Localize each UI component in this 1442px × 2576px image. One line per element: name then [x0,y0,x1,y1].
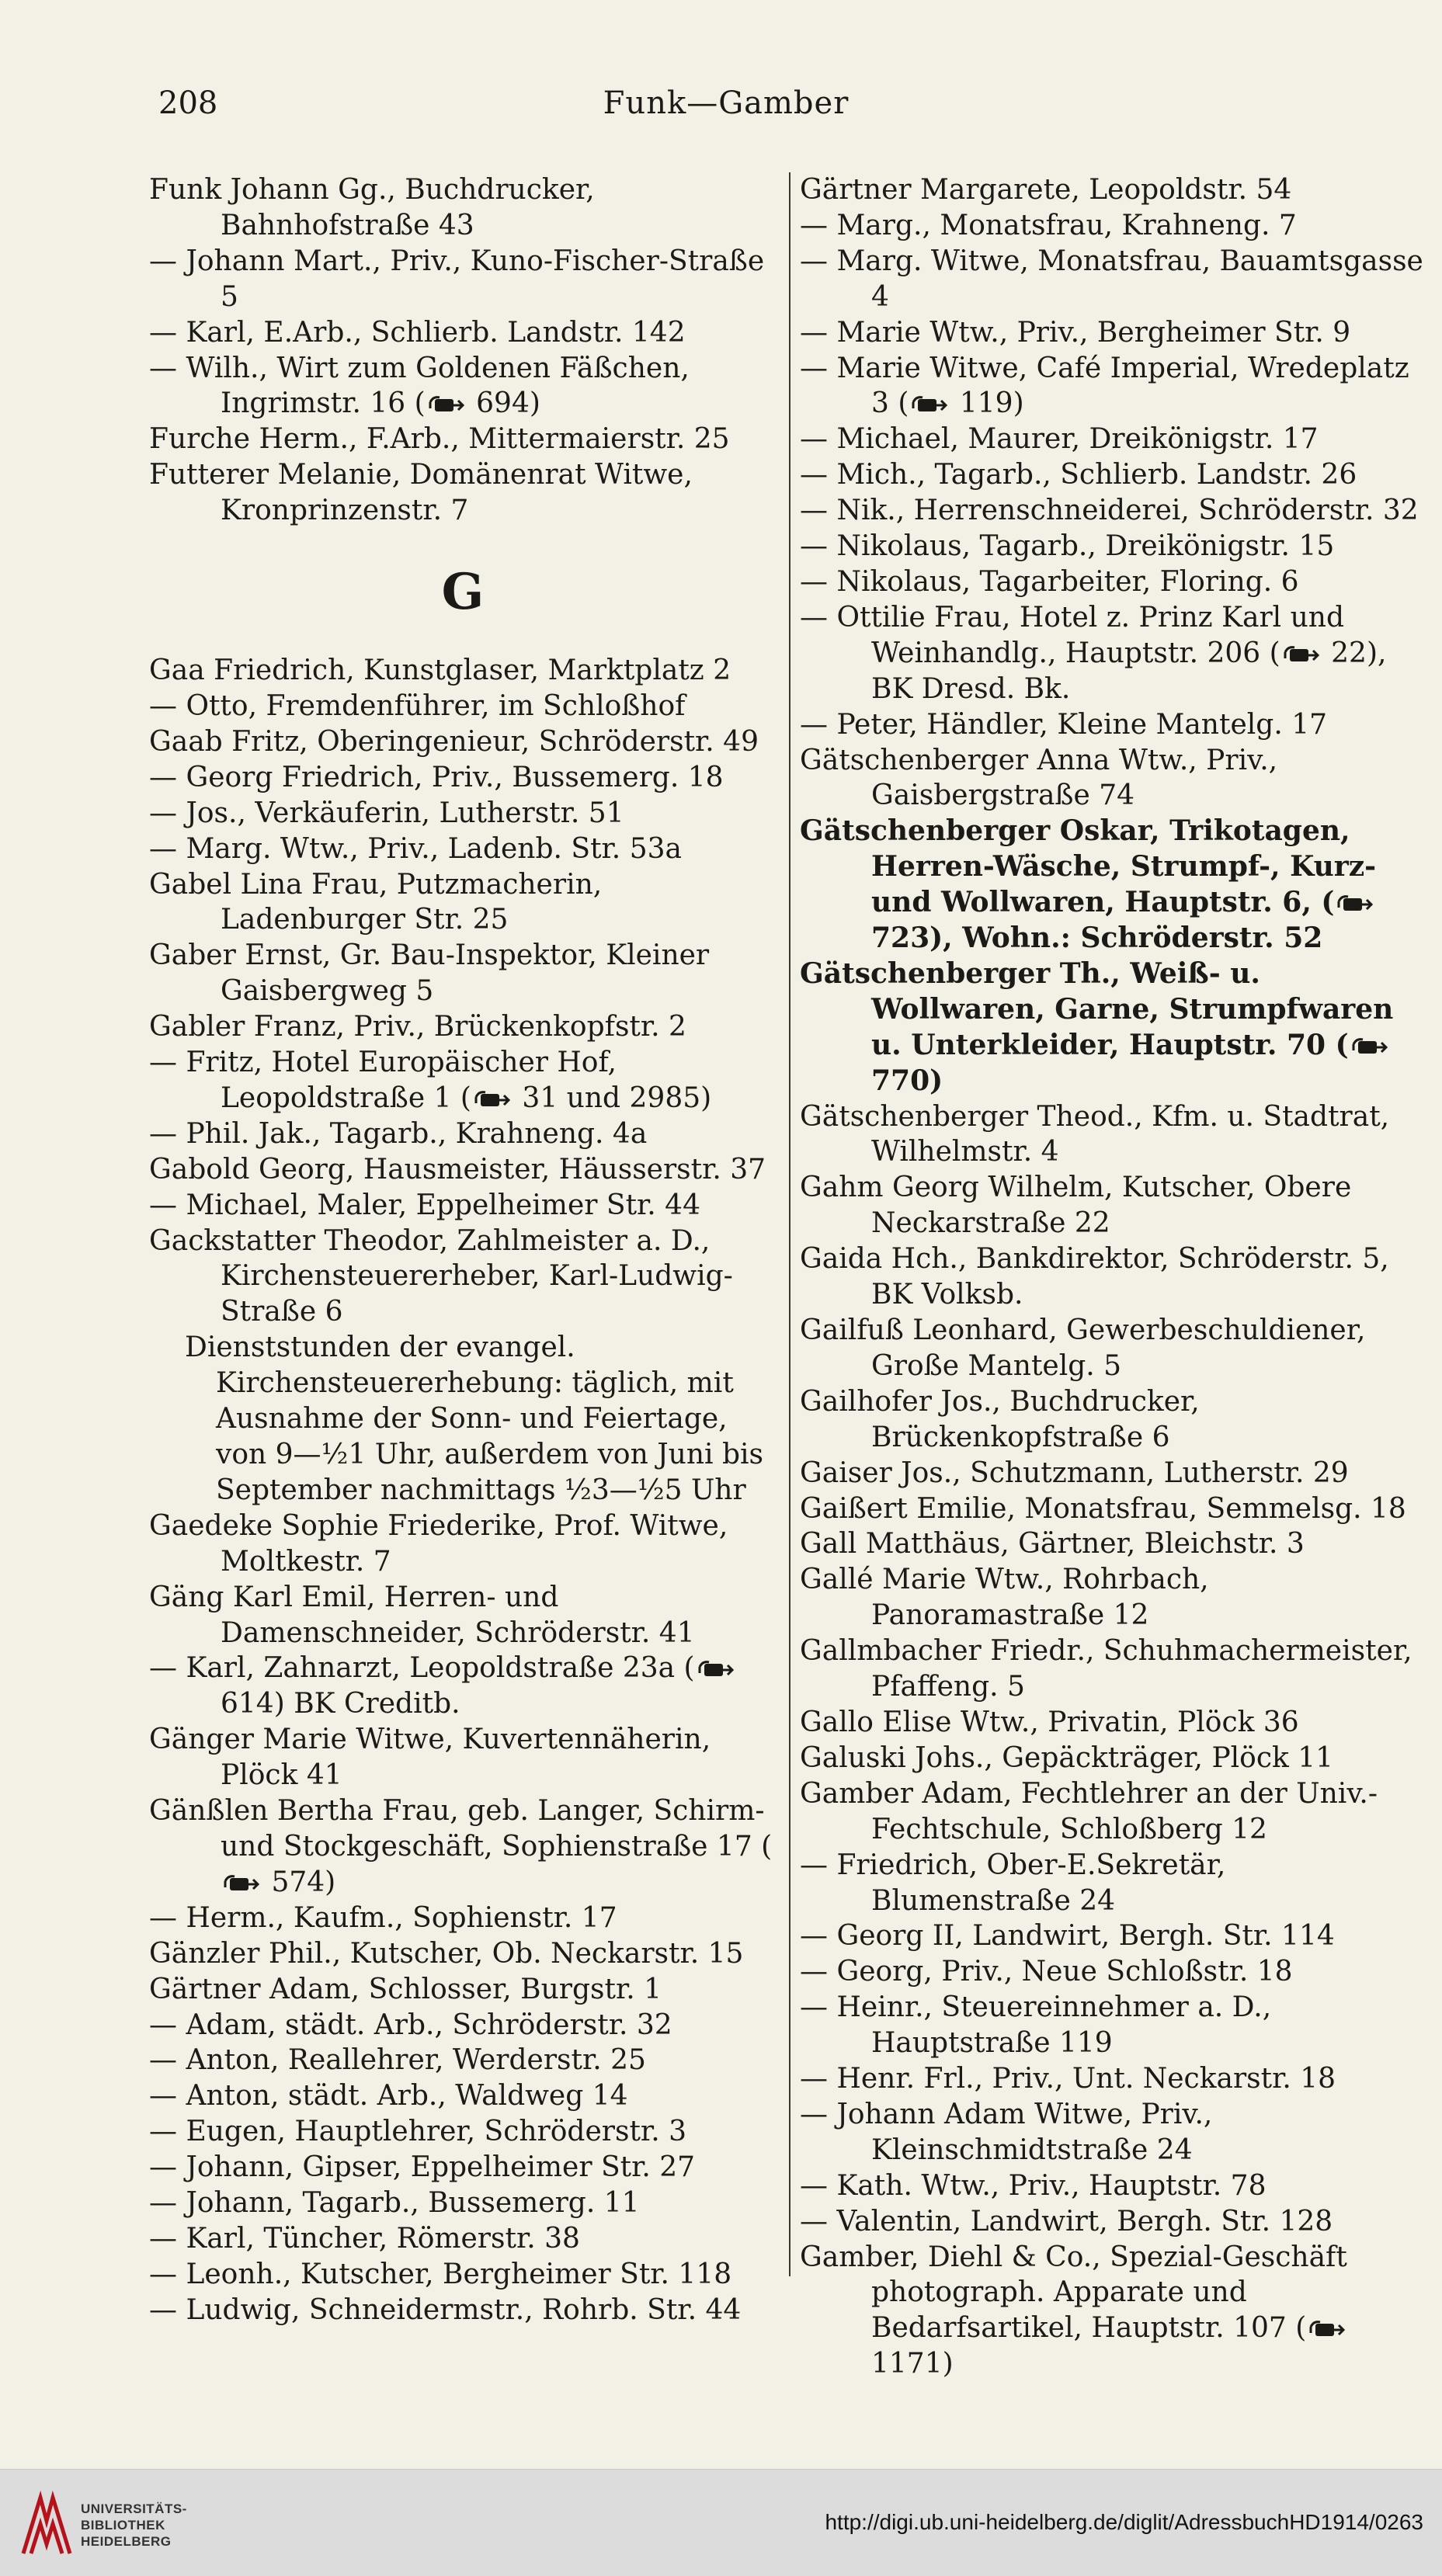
left-column-entries-top [149,172,777,529]
telephone-icon [1284,644,1319,665]
right-column-entries [800,172,1426,2382]
directory-entry: Gabold Georg, Hausmeister, Häusserstr. 37 [149,1153,766,1186]
directory-entry: Gäng Karl Emil, Herren- und Damenschneider, Schröderstr. 41 [149,1581,695,1649]
entry-phone-number: 119) [950,387,1024,420]
directory-entry: Gaab Fritz, Oberingenieur, Schröderstr. 49 [149,725,759,758]
directory-entry: — Georg, Priv., Neue Schloßstr. 18 [800,1956,1293,1988]
directory-entry: Gärtner Adam, Schlosser, Burgstr. 1 [149,1973,662,2005]
directory-entry: Gahm Georg Wilhelm, Kutscher, Obere Neckarstraße 22 [800,1172,1352,1240]
directory-entry: — Johann Adam Witwe, Priv., Kleinschmidtstraße 24 [800,2098,1213,2166]
directory-entry: Futterer Melanie, Domänenrat Witwe, Kronprinzenstr. 7 [149,459,693,527]
left-column-entries-bottom [149,653,777,2328]
telephone-icon [1309,2319,1345,2339]
entry-text: Gätschenberger Oskar, Trikotagen, Herren-Wäsche, Strumpf-, Kurz- und Wollwaren, Hauptstr. 6, ( [800,814,1377,919]
directory-entry [800,600,1426,707]
directory-entry: Gätschenberger Theod., Kfm. u. Stadtrat, Wilhelmstr. 4 [800,1100,1390,1168]
directory-entry: — Georg II, Landwirt, Bergh. Str. 114 [800,1920,1335,1953]
directory-entry: Gänger Marie Witwe, Kuvertennäherin, Plöck 41 [149,1724,711,1792]
directory-entry: — Nikolaus, Tagarb., Dreikönigstr. 15 [800,530,1335,563]
directory-entry: Gackstatter Theodor, Zahlmeister a. D., Kirchensteuererheber, Karl-Ludwig-Straße 6 [149,1224,733,1328]
directory-entry: Gaiser Jos., Schutzmann, Lutherstr. 29 [800,1456,1349,1489]
directory-entry: Gaida Hch., Bankdirektor, Schröderstr. 5, BK Volksb. [800,1243,1389,1311]
directory-entry [149,1045,777,1116]
telephone-icon [224,1873,259,1894]
page-number: 208 [158,85,218,121]
directory-entry: Gaedeke Sophie Friederike, Prof. Witwe, Moltkestr. 7 [149,1509,728,1578]
right-column [800,172,1426,2382]
digitization-footer [0,2469,1442,2576]
entry-text: Gamber, Diehl & Co., Spezial-Geschäft photograph. Apparate und Bedarfsartikel, Hauptstr. 107 ( [800,2241,1347,2345]
entry-text: Gätschenberger Th., Weiß- u. Wollwaren, Garne, Strumpfwaren u. Unterkleider, Hauptstr. 70 ( [800,956,1394,1061]
directory-entry: — Johann, Tagarb., Bussemerg. 11 [149,2187,640,2220]
directory-entry [149,1793,777,1901]
directory-entry: Gärtner Margarete, Leopoldstr. 54 [800,174,1292,206]
directory-entry: — Johann Mart., Priv., Kuno-Fischer-Straße 5 [149,245,765,313]
directory-entry: — Anton, städt. Arb., Waldweg 14 [149,2080,628,2113]
entry-phone-number: 1171) [871,2348,954,2380]
directory-entry: — Nik., Herrenschneiderei, Schröderstr. 32 [800,495,1419,527]
entry-phone-number: 31 und 2985) [513,1081,712,1114]
directory-entry: — Ludwig, Schneidermstr., Rohrb. Str. 44 [149,2293,742,2326]
entry-text: — Marie Witwe, Café Imperial, Wredeplatz 3 ( [800,352,1409,420]
directory-entry: — Friedrich, Ober-E.Sekretär, Blumenstraße 24 [800,1849,1226,1917]
directory-entry: Gallmbacher Friedr., Schuhmachermeister, Pfaffeng. 5 [800,1635,1412,1703]
directory-entry: Galuski Johs., Gepäckträger, Plöck 11 [800,1741,1334,1774]
entry-text: — Fritz, Hotel Europäischer Hof, Leopoldstraße 1 ( [149,1047,617,1114]
directory-entry: — Marg. Wtw., Priv., Ladenb. Str. 53a [149,832,682,865]
directory-entry: — Anton, Reallehrer, Werderstr. 25 [149,2044,646,2077]
directory-entry: Gaber Ernst, Gr. Bau-Inspektor, Kleiner Gaisbergweg 5 [149,939,710,1008]
directory-entry [800,956,1426,1099]
directory-entry: Gaißert Emilie, Monatsfrau, Semmelsg. 18 [800,1492,1406,1525]
entry-text: — Karl, Zahnarzt, Leopoldstraße 23a ( [149,1652,695,1685]
entry-phone-number: 723), Wohn.: Schröderstr. 52 [871,922,1323,955]
directory-entry: — Nikolaus, Tagarbeiter, Floring. 6 [800,565,1299,598]
telephone-icon [429,394,464,415]
entry-text: — Wilh., Wirt zum Goldenen Fäßchen, Ingrimstr. 16 ( [149,352,690,420]
directory-entry: Gallo Elise Wtw., Privatin, Plöck 36 [800,1706,1299,1738]
entry-phone-number: 770) [871,1064,943,1097]
directory-entry: Gall Matthäus, Gärtner, Bleichstr. 3 [800,1528,1305,1561]
directory-entry: Gaa Friedrich, Kunstglaser, Marktplatz 2 [149,654,731,687]
directory-entry: Gailfuß Leonhard, Gewerbeschuldiener, Große Mantelg. 5 [800,1314,1366,1382]
directory-entry [149,351,777,422]
directory-entry: Funk Johann Gg., Buchdrucker, Bahnhofstraße 43 [149,174,595,241]
directory-entry: — Marg., Monatsfrau, Krahneng. 7 [800,209,1297,241]
column-divider [789,172,790,2276]
directory-entry: — Valentin, Landwirt, Bergh. Str. 128 [800,2205,1333,2238]
section-letter: G [441,563,485,622]
entry-phone-number: 694) [467,387,540,420]
university-library-logo-icon [17,2490,76,2560]
left-column [149,172,777,2328]
directory-entry: — Marg. Witwe, Monatsfrau, Bauamtsgasse 4 [800,245,1423,313]
directory-entry [800,351,1426,422]
directory-entry: — Mich., Tagarb., Schlierb. Landstr. 26 [800,459,1357,491]
directory-entry: — Marie Wtw., Priv., Bergheimer Str. 9 [800,316,1351,349]
directory-entry [800,814,1426,956]
library-name: UNIVERSITÄTS- BIBLIOTHEK HEIDELBERG [81,2501,187,2549]
directory-entry: — Jos., Verkäuferin, Lutherstr. 51 [149,797,624,829]
directory-entry: — Johann, Gipser, Eppelheimer Str. 27 [149,2151,696,2184]
telephone-icon [474,1089,510,1109]
source-url-link[interactable]: http://digi.ub.uni-heidelberg.de/diglit/AdressbuchHD1914/0263 [825,2510,1423,2534]
directory-entry: — Michael, Maler, Eppelheimer Str. 44 [149,1189,700,1221]
telephone-icon [1337,894,1373,914]
directory-entry: Furche Herm., F.Arb., Mittermaierstr. 25 [149,423,730,456]
directory-entry: Gamber Adam, Fechtlehrer an der Univ.-Fechtschule, Schloßberg 12 [800,1777,1378,1845]
directory-entry: — Eugen, Hauptlehrer, Schröderstr. 3 [149,2116,686,2148]
directory-entry: — Leonh., Kutscher, Bergheimer Str. 118 [149,2258,732,2290]
directory-entry: — Peter, Händler, Kleine Mantelg. 17 [800,708,1328,741]
directory-note: Dienststunden der evangel. Kirchensteuererhebung: täglich, mit Ausnahme der Sonn- und Feiertage, von 9—½1 Uhr, außerdem von Juni bis September nachmittags ½3—½5 Uhr [185,1331,764,1506]
entry-phone-number: 574) [262,1866,336,1898]
directory-entry: Gänzler Phil., Kutscher, Ob. Neckarstr. 15 [149,1937,744,1970]
directory-entry: Gabler Franz, Priv., Brückenkopfstr. 2 [149,1011,686,1043]
directory-entry: — Henr. Frl., Priv., Unt. Neckarstr. 18 [800,2063,1336,2095]
directory-entry [800,2240,1426,2383]
directory-entry: — Georg Friedrich, Priv., Bussemerg. 18 [149,761,724,793]
directory-entry: — Kath. Wtw., Priv., Hauptstr. 78 [800,2169,1267,2202]
telephone-icon [912,394,947,415]
directory-entry: Gallé Marie Wtw., Rohrbach, Panoramastraße 12 [800,1564,1209,1632]
directory-entry: — Karl, E.Arb., Schlierb. Landstr. 142 [149,316,686,349]
entry-text: — Ottilie Frau, Hotel z. Prinz Karl und Weinhandlg., Hauptstr. 206 ( [800,601,1345,669]
directory-entry: — Adam, städt. Arb., Schröderstr. 32 [149,2008,672,2041]
running-title: Funk—Gamber [603,85,850,121]
directory-entry: Gabel Lina Frau, Putzmacherin, Ladenburger Str. 25 [149,868,603,936]
directory-entry: Gailhofer Jos., Buchdrucker, Brückenkopfstraße 6 [800,1385,1200,1453]
directory-entry: — Heinr., Steuereinnehmer a. D., Hauptstraße 119 [800,1991,1272,2060]
directory-entry: — Phil. Jak., Tagarb., Krahneng. 4a [149,1117,648,1150]
telephone-icon [698,1659,734,1679]
directory-entry: — Herm., Kaufm., Sophienstr. 17 [149,1901,617,1934]
directory-entry [149,1651,777,1722]
directory-entry: — Otto, Fremdenführer, im Schloßhof [149,689,686,722]
entry-phone-number: 22), BK Dresd. Bk. [871,637,1387,705]
telephone-icon [1352,1036,1388,1057]
entry-text: Gänßlen Bertha Frau, geb. Langer, Schirm- und Stockgeschäft, Sophienstraße 17 ( [149,1795,773,1863]
page-header [155,78,1297,124]
directory-entry: Gätschenberger Anna Wtw., Priv., Gaisbergstraße 74 [800,744,1278,812]
entry-phone-number: 614) BK Creditb. [221,1688,460,1720]
directory-entry: — Karl, Tüncher, Römerstr. 38 [149,2222,580,2255]
directory-entry: — Michael, Maurer, Dreikönigstr. 17 [800,423,1319,456]
